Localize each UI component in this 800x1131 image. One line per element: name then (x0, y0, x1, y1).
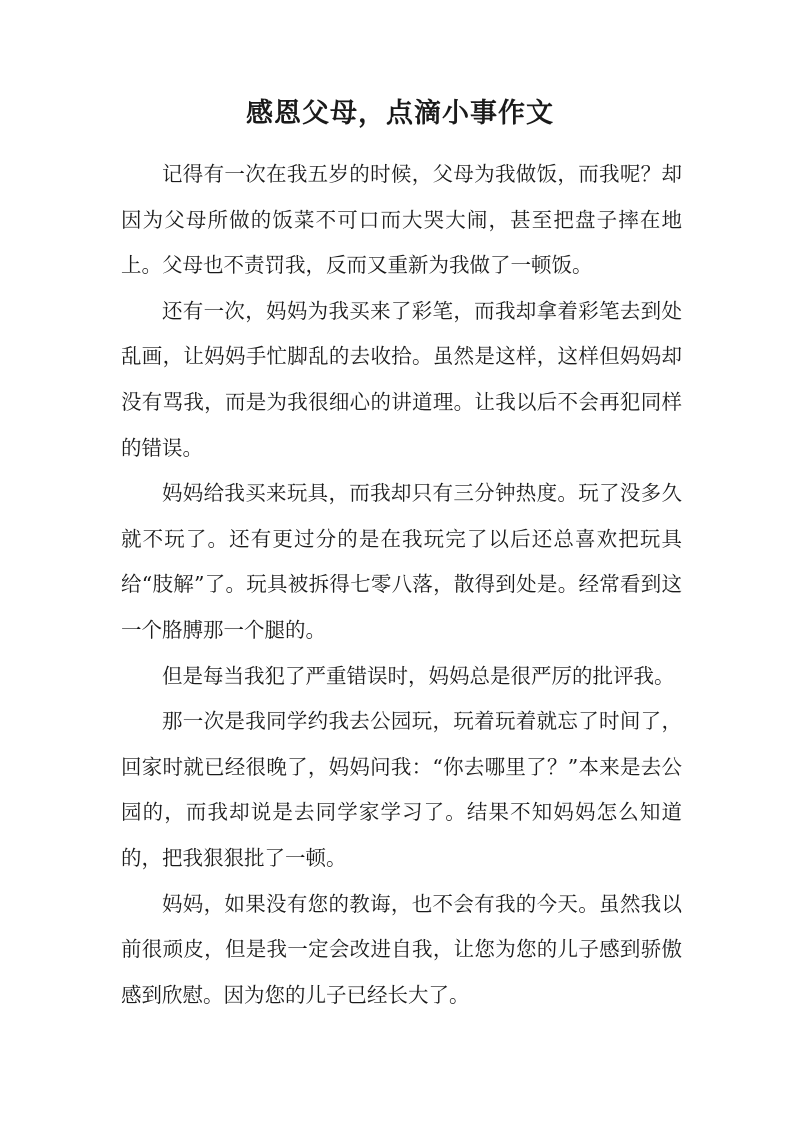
paragraph-4: 但是每当我犯了严重错误时，妈妈总是很严厉的批评我。 (162, 663, 675, 688)
paragraph-1: 记得有一次在我五岁的时候，父母为我做饭，而我呢？却因为父母所做的饭菜不可口而大哭大闹，甚至把盘子摔在地上。父母也不责罚我，反而又重新为我做了一顿饭。 (121, 162, 682, 278)
document-title: 感恩父母，点滴小事作文 (246, 98, 554, 129)
document-body (121, 152, 682, 1018)
paragraph-6: 妈妈，如果没有您的教诲，也不会有我的今天。虽然我以前很顽皮，但是我一定会改进自我，让您为您的儿子感到骄傲感到欣慰。因为您的儿子已经长大了。 (121, 891, 682, 1007)
paragraph-2: 还有一次，妈妈为我买来了彩笔，而我却拿着彩笔去到处乱画，让妈妈手忙脚乱的去收拾。虽然是这样，这样但妈妈却没有骂我，而是为我很细心的讲道理。让我以后不会再犯同样的错误。 (121, 298, 682, 460)
paragraph-3: 妈妈给我买来玩具，而我却只有三分钟热度。玩了没多久就不玩了。还有更过分的是在我玩完了以后还总喜欢把玩具给“肢解”了。玩具被拆得七零八落，散得到处是。经常看到这一个胳膊那一个腿的。 (121, 481, 682, 642)
paragraph-5: 那一次是我同学约我去公园玩，玩着玩着就忘了时间了，回家时就已经很晚了，妈妈问我：“你去哪里了？”本来是去公园的，而我却说是去同学家学习了。结果不知妈妈怎么知道的，把我狠狠批了一顿。 (121, 709, 682, 870)
